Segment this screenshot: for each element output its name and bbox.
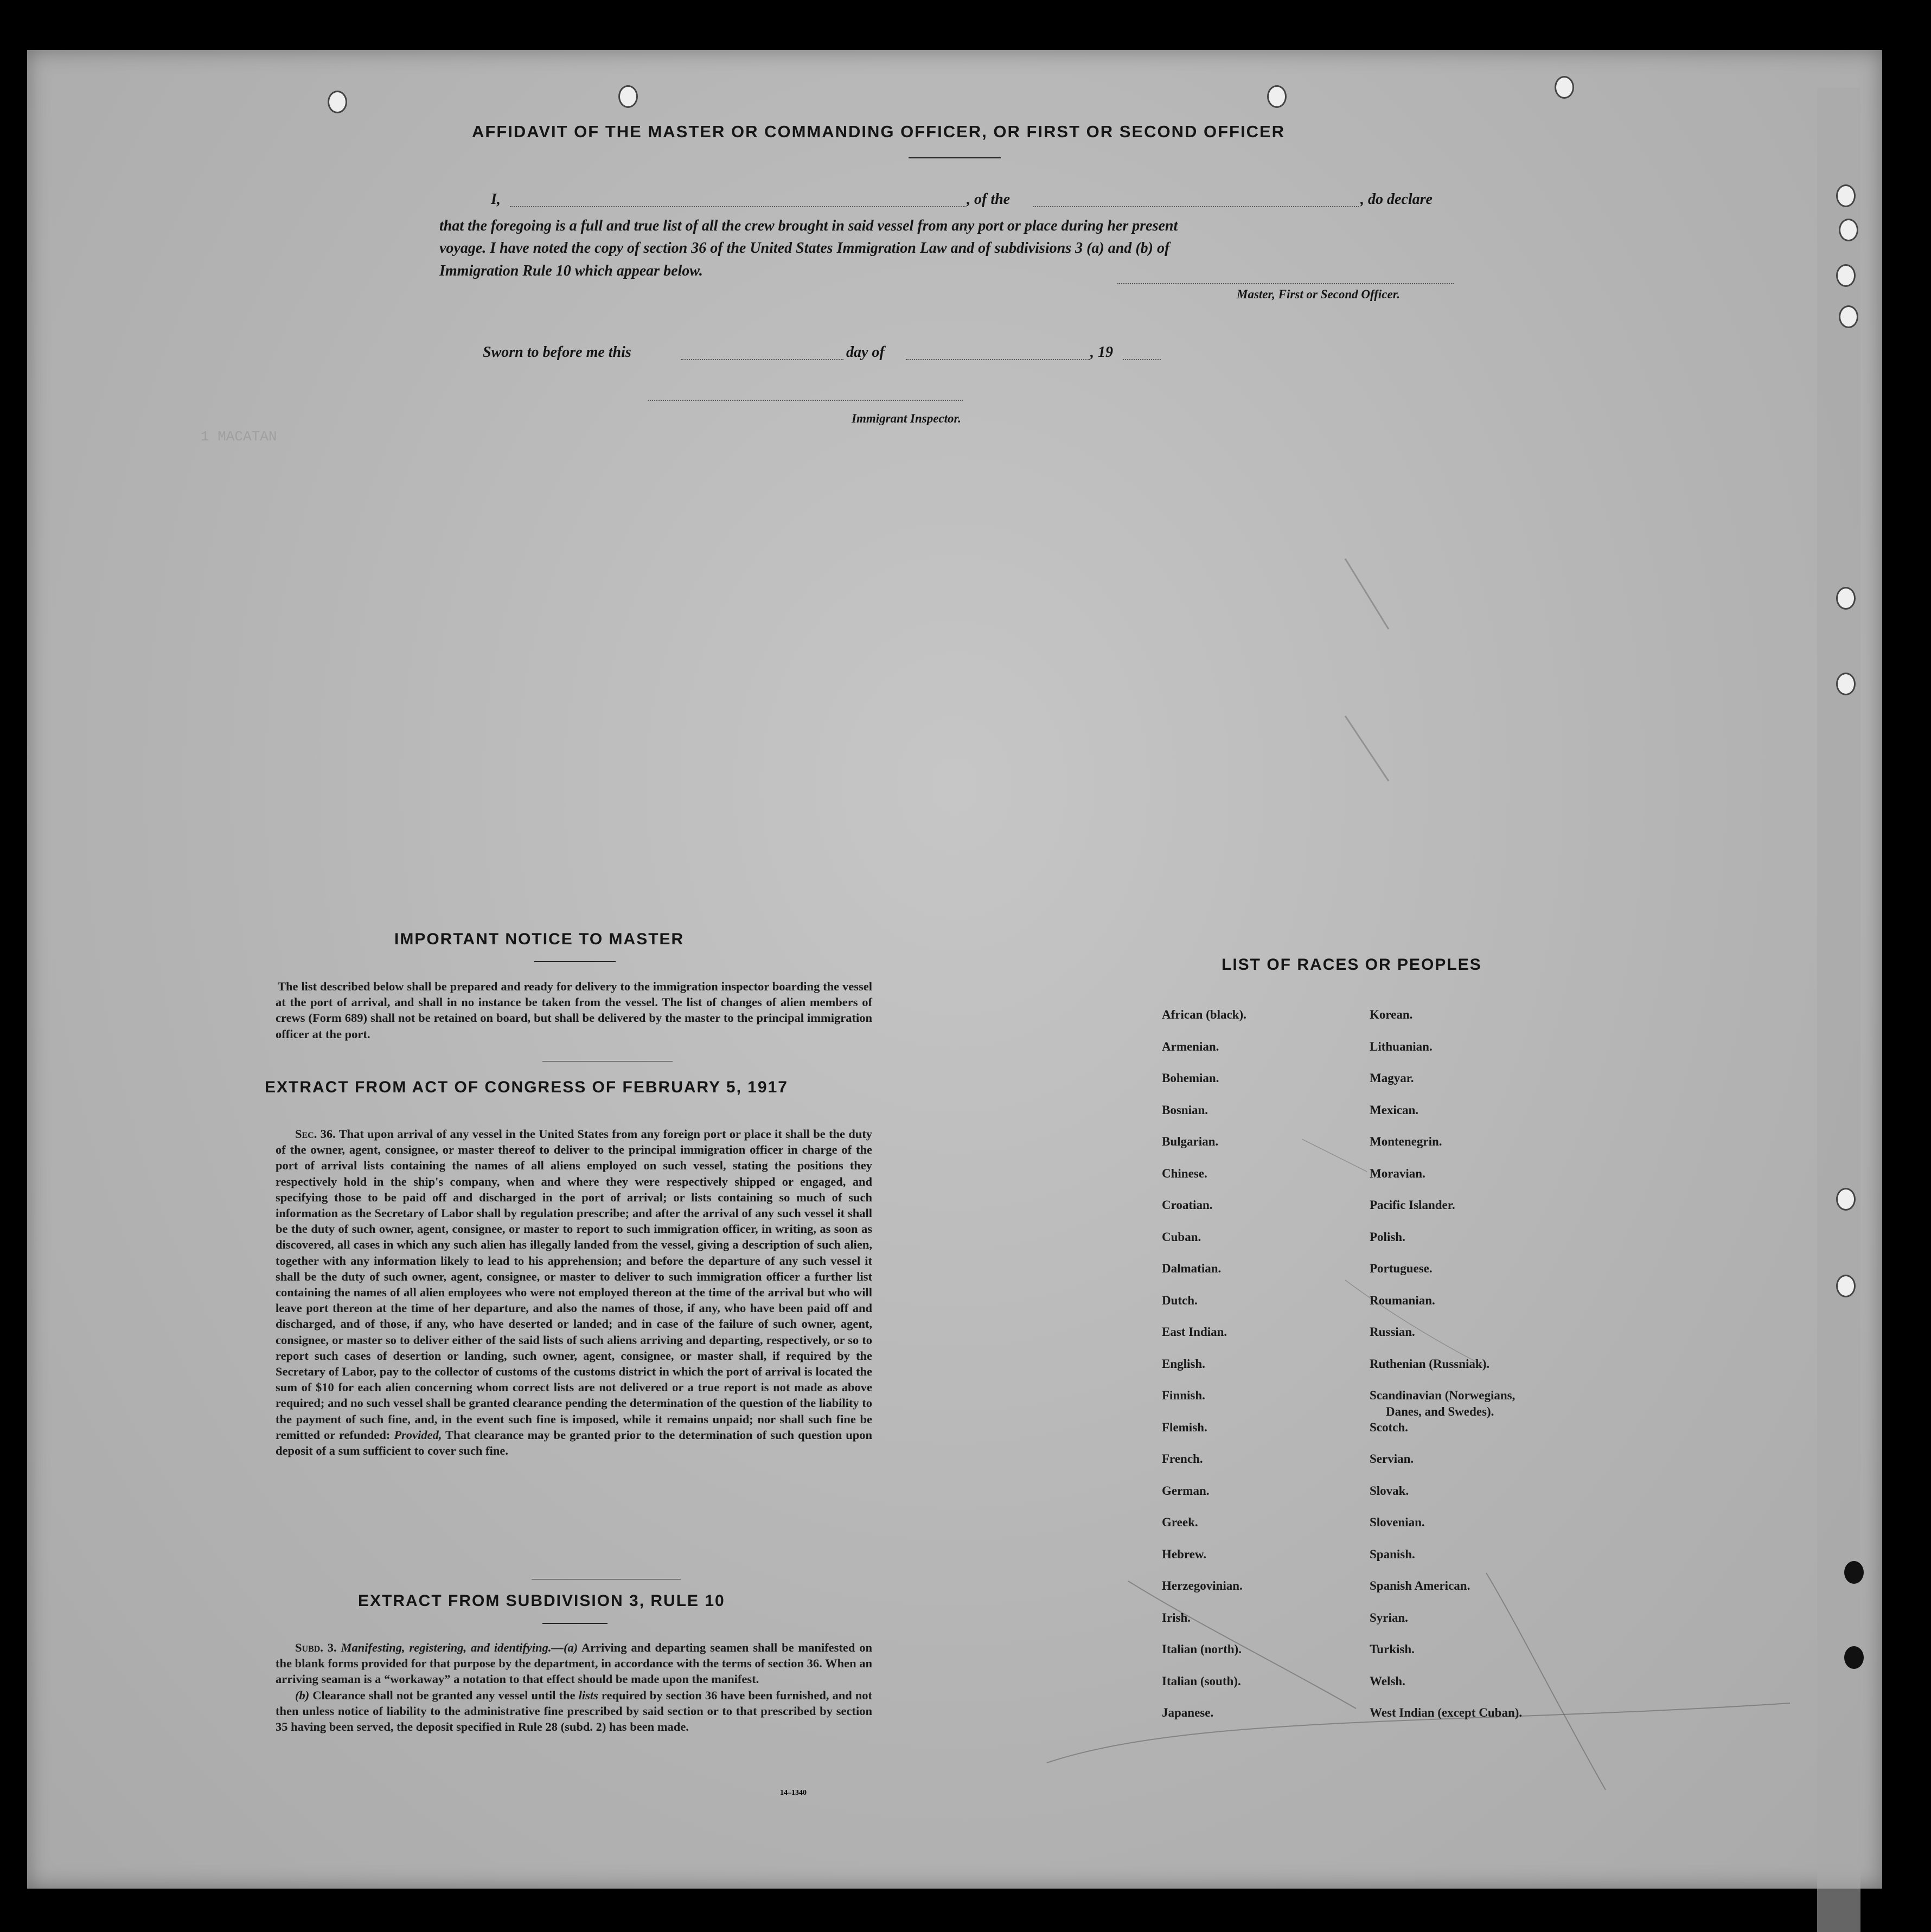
affidavit-line-2: that the foregoing is a full and true list of all the crew brought in said vessel from any port or place during her present: [439, 217, 1178, 234]
races-heading: LIST OF RACES OR PEOPLES: [1222, 956, 1482, 974]
form-number: 14–1340: [780, 1789, 807, 1797]
race-item-right-15: Slovak.: [1370, 1483, 1409, 1498]
subd-label: Subd. 3.: [295, 1641, 337, 1654]
race-item-right-17: Spanish.: [1370, 1547, 1415, 1561]
affidavit-heading: AFFIDAVIT OF THE MASTER OR COMMANDING OFFICER, OR FIRST OR SECOND OFFICER: [472, 122, 1286, 141]
race-item-left-3: Bosnian.: [1162, 1103, 1209, 1117]
race-item-left-20: Italian (north).: [1162, 1642, 1242, 1656]
race-item-right-9: Roumanian.: [1370, 1293, 1435, 1307]
rule-extract-heading: EXTRACT FROM SUBDIVISION 3, RULE 10: [358, 1592, 725, 1610]
race-item-right-0: Korean.: [1370, 1008, 1413, 1021]
race-item-right-4: Montenegrin.: [1370, 1135, 1442, 1148]
race-item-right-16: Slovenian.: [1370, 1515, 1425, 1529]
race-item-left-4: Bulgarian.: [1162, 1135, 1219, 1148]
subd-title: Manifesting, registering, and identifying.—(a): [341, 1641, 578, 1654]
notice-heading: IMPORTANT NOTICE TO MASTER: [394, 930, 685, 948]
race-item-right-12: Scandinavian (Norwegians,: [1370, 1389, 1516, 1402]
race-item-left-17: Hebrew.: [1162, 1547, 1206, 1561]
affidavit-line-3: voyage. I have noted the copy of section 36 of the United States Immigration Law and of subdivisions 3 (a) and (b) of: [439, 240, 1170, 257]
race-item-right-20: Turkish.: [1370, 1642, 1415, 1656]
para-b-label: (b): [295, 1688, 310, 1702]
race-item-right-8: Portuguese.: [1370, 1262, 1433, 1275]
race-item-left-0: African (black).: [1162, 1008, 1246, 1021]
para-a: Arriving and departing seamen shall be manifested on the blank forms provided for that purpose by the department, in accordance with the terms of section 36. When an arriving seaman is a “workaway” a notation to that effect should be made upon the manifest.: [276, 1641, 873, 1686]
inspector-caption: Immigrant Inspector.: [852, 412, 961, 425]
race-item-left-13: Flemish.: [1162, 1420, 1207, 1434]
race-item-right-18: Spanish American.: [1370, 1579, 1470, 1592]
para-b-post: required by section 36 have been furnished, and not then unless notice of liability to the administrative fine prescribed by said section or to that prescribed by section 35 having been served, the deposit specified in Rule 28 (subd. 2) has been made.: [276, 1688, 873, 1734]
race-item-left-12: Finnish.: [1162, 1389, 1205, 1402]
notice-text: The list described below shall be prepared and ready for delivery to the immigration inspector boarding the vessel at the port of arrival, and shall in no instance be taken from the vessel. The list of changes of alien members of crews (Form 689) shall not be retained on board, but shall be delivered by the master to the principal immigration officer at the port.: [276, 980, 872, 1041]
para-b-pre: Clearance shall not be granted any vessel until the: [312, 1688, 576, 1702]
act-extract-heading: EXTRACT FROM ACT OF CONGRESS OF FEBRUARY 5, 1917: [265, 1078, 788, 1096]
race-item-left-8: Dalmatian.: [1162, 1262, 1222, 1275]
race-item-right-6: Pacific Islander.: [1370, 1198, 1455, 1212]
race-item-left-19: Irish.: [1162, 1610, 1191, 1624]
race-item-right-1: Lithuanian.: [1370, 1039, 1433, 1053]
race-item-right-22: West Indian (except Cuban).: [1370, 1706, 1523, 1719]
race-item-left-6: Croatian.: [1162, 1198, 1213, 1212]
race-item-left-10: East Indian.: [1162, 1325, 1227, 1339]
sworn-day-of: day of: [846, 344, 885, 361]
affidavit-do-declare: , do declare: [1360, 191, 1433, 208]
race-item-right-19: Syrian.: [1370, 1610, 1408, 1624]
race-item-right-21: Welsh.: [1370, 1674, 1405, 1688]
race-item-right-3: Mexican.: [1370, 1103, 1419, 1117]
race-item-left-22: Japanese.: [1162, 1706, 1214, 1719]
race-item-left-1: Armenian.: [1162, 1039, 1219, 1053]
section-36-text-end: That clearance may be granted prior to the determination of such question upon deposit of a sum sufficient to cover such fine.: [276, 1428, 872, 1458]
para-b-lists: lists: [578, 1688, 598, 1702]
race-item-right-5: Moravian.: [1370, 1166, 1425, 1180]
race-item-left-11: English.: [1162, 1357, 1205, 1371]
sworn-prefix: Sworn to before me this: [483, 344, 631, 361]
race-item-left-16: Greek.: [1162, 1515, 1198, 1529]
race-item-left-5: Chinese.: [1162, 1166, 1207, 1180]
race-item-left-18: Herzegovinian.: [1162, 1579, 1243, 1592]
race-item-left-15: German.: [1162, 1483, 1210, 1498]
race-item-left-2: Bohemian.: [1162, 1071, 1219, 1085]
section-36-text: That upon arrival of any vessel in the United States from any foreign port or place it shall be the duty of the owner, agent, consignee, or master thereof to deliver to the principal immigration officer in charge of the port of arrival lists containing the names of all aliens employed on such vessel, stating the positions they respectively hold in the ship's company, when and where they were respectively shipped or engaged, and specifying those to be paid off and discharged in the port of arrival; or lists containing so much of such information as the Secretary of Labor shall by regulation prescribe; and after the arrival of any such vessel it shall be the duty of such owner, agent, consignee, or master to report to such immigration officer, in writing, as soon as discovered, all cases in which any such alien has illegally landed from the vessel, giving a description of such alien, together with any information likely to lead to his apprehension; and before the departure of any such vessel it shall be the duty of such owner, agent, consignee, or master to deliver to such immigration officer a further list containing the names of all alien employees who were not employed thereon at the time of the arrival but who will leave port thereon at the time of her departure, and also the names of those, if any, who have been paid off and discharged, and of those, if any, who have deserted or landed; and in case of the failure of such owner, agent, consignee, or master so to deliver either of the said lists of such aliens arriving and departing, respectively, or so to report such cases of desertion or landing, such owner, agent, consignee, or master shall, if required by the Secretary of Labor, pay to the collector of customs of the customs district in which the port of arrival is located the sum of $10 for each alien concerning whom correct lists are not delivered or a true report is not made as above required; and no such vessel shall be granted clearance pending the determination of the question of the liability to the payment of such fine, and, in the event such fine is imposed, while it remains unpaid; nor shall such fine be remitted or refunded:: [276, 1127, 872, 1442]
race-item-left-14: French.: [1162, 1452, 1203, 1466]
race-item-left-9: Dutch.: [1162, 1293, 1198, 1307]
race-item-right-11: Ruthenian (Russniak).: [1370, 1357, 1490, 1371]
race-item-right-13: Scotch.: [1370, 1420, 1408, 1434]
provided-label: Provided,: [394, 1428, 442, 1442]
race-item-right-7: Polish.: [1370, 1230, 1405, 1244]
section-label: Sec. 36.: [295, 1127, 336, 1141]
race-item-right-14: Servian.: [1370, 1452, 1414, 1466]
affidavit-of-the: , of the: [967, 191, 1011, 208]
race-item-right-2: Magyar.: [1370, 1071, 1414, 1085]
race-item-left-7: Cuban.: [1162, 1230, 1201, 1244]
sworn-year: , 19: [1090, 344, 1113, 361]
bleed-through-text: 1 MACATAN: [201, 428, 1039, 445]
race-item-right-10: Russian.: [1370, 1325, 1415, 1339]
affidavit-i: I,: [491, 191, 501, 208]
signature-caption: Master, First or Second Officer.: [1237, 287, 1401, 301]
affidavit-line-4: Immigration Rule 10 which appear below.: [439, 263, 703, 279]
race-item-scandinavian-continued: Danes, and Swedes).: [1386, 1405, 1494, 1418]
race-item-left-21: Italian (south).: [1162, 1674, 1241, 1688]
